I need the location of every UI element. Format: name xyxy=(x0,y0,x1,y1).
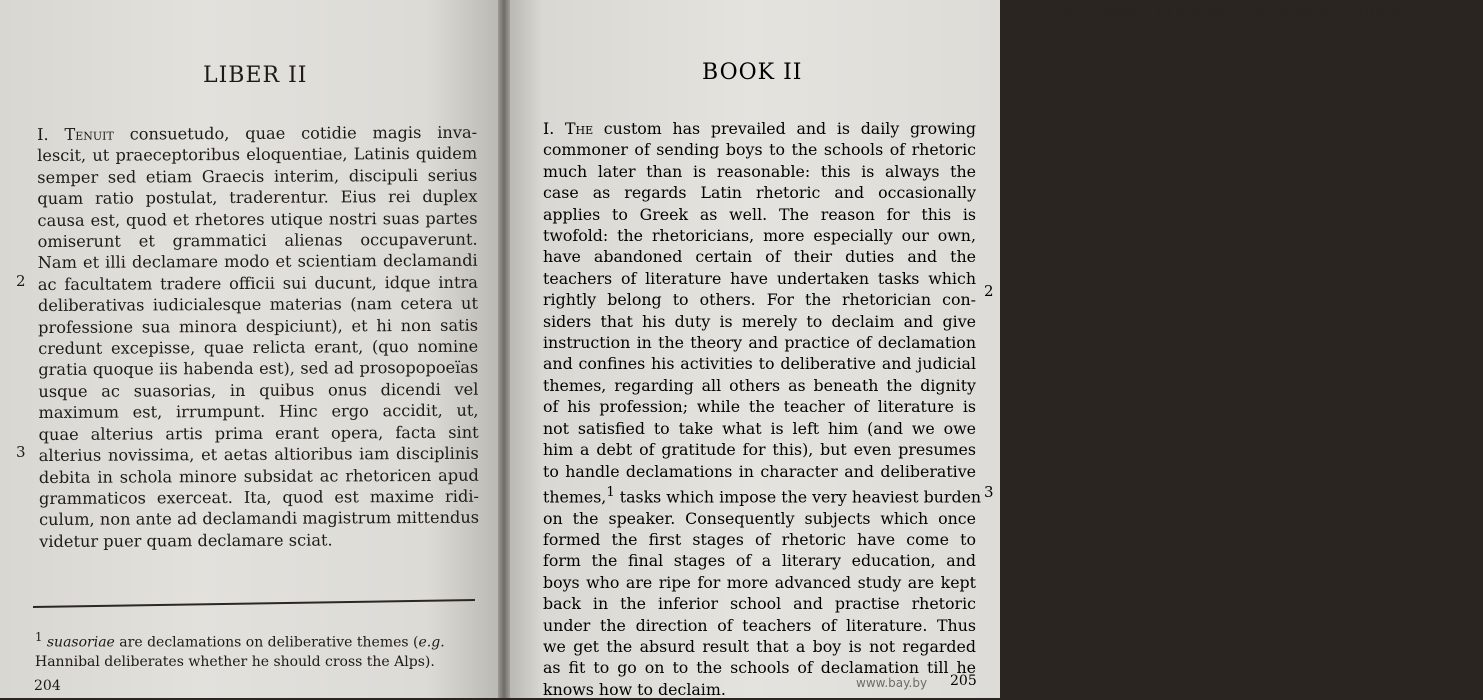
text-line: case as regards Latin rhetoric and occasionally xyxy=(543,183,976,203)
text-line: of his profession; while the teacher of literature is xyxy=(543,397,976,417)
text-line: to handle declamations in character and deliberative xyxy=(543,461,976,481)
text-line: grammaticos exerceat. Ita, quod est maxime ridi- xyxy=(38,486,480,508)
text-line: as fit to go on to the schools of declamation till he xyxy=(543,658,976,678)
text-line: videtur puer quam declamare sciat. xyxy=(39,530,333,551)
text-line: quae alterius artis prima erant opera, facta sint xyxy=(38,422,479,444)
footnote-rule xyxy=(33,599,475,608)
text-line: and confines his activities to deliberative and judicial xyxy=(543,354,976,374)
text-line: semper sed etiam Graecis interim, discipuli serius xyxy=(37,165,478,187)
text-line: causa est, quod et rhetores utique nostri suas partes xyxy=(37,208,478,230)
text-line: ac facultatem tradere officii sui ducunt, idque intra xyxy=(37,272,478,294)
text-line: usque ac suasorias, in quibus onus dicendi vel xyxy=(38,379,479,401)
text-line: commoner of sending boys to the schools of rhetoric xyxy=(543,140,976,160)
text-line: back in the inferior school and practise rhetoric xyxy=(543,594,976,614)
text-line: rightly belong to others. For the rhetorician con- xyxy=(543,290,976,310)
text-line: quam ratio postulat, traderentur. Eius rei duplex xyxy=(37,186,478,209)
right-page-title: BOOK II xyxy=(702,60,803,85)
watermark: www.bay.by xyxy=(856,676,928,690)
text-line: under the direction of teachers of literature. Thus xyxy=(543,615,976,635)
footnote xyxy=(35,628,480,672)
section-number-3: 3 xyxy=(16,443,26,461)
text-line: instruction in the theory and practice of declamation xyxy=(543,333,976,353)
text-line: form the final stages of a literary education, and xyxy=(543,551,976,571)
left-page xyxy=(0,0,503,698)
left-page-paragraph xyxy=(37,122,479,552)
right-page-paragraph xyxy=(543,118,982,700)
page-number-right: 205 xyxy=(950,673,977,689)
text-line: formed the first stages of rhetoric have come to xyxy=(543,529,976,549)
text-line: professione sua minora despiciunt), et hi non satis xyxy=(38,315,479,337)
book-gutter xyxy=(498,0,510,698)
text-line: I. The custom has prevailed and is daily growing xyxy=(543,119,976,138)
text-line: lescit, ut praeceptoribus eloquentiae, Latinis quidem xyxy=(37,144,478,166)
text-line: teachers of literature have undertaken tasks which xyxy=(543,268,976,288)
text-line: have abandoned certain of their duties and the xyxy=(543,247,976,267)
text-line: on the speaker. Consequently subjects which once xyxy=(543,508,976,528)
text-line: maximum est, irrumpunt. Hinc ergo accidit, ut, xyxy=(38,400,479,423)
text-line: much later than is reasonable: this is always the xyxy=(543,161,976,181)
text-line: not satisfied to take what is left him (and we owe xyxy=(543,418,976,438)
text-line: siders that his duty is merely to declaim and give xyxy=(543,311,976,331)
text-line: credunt excepisse, quae relicta erant, (quo nomine xyxy=(38,336,479,359)
bleed-through-text: dicaris ipsam in oficium consuetudinis illius xyxy=(1043,1,1399,20)
footnote-line: Hannibal deliberates whether he should cross the Alps). xyxy=(35,653,435,670)
text-line: debita in schola minore subsidat ac rhetoricen apud xyxy=(38,465,479,487)
text-line: we get the absurd result that a boy is not regarded xyxy=(543,637,976,657)
text-line: gratia quoque iis habenda est), sed ad prosopopoeïas xyxy=(38,358,479,380)
left-page-title: LIBER II xyxy=(203,63,308,88)
text-line: knows how to declaim. xyxy=(543,679,726,699)
text-line: themes, regarding all others as beneath the dignity xyxy=(543,375,976,395)
text-line: deliberativas iudicialesque materias (nam cetera ut xyxy=(37,293,478,316)
text-line: themes,$^1$ tasks which impose the very heaviest burden xyxy=(543,484,982,507)
footnote-line: $^1$ suasoriae are declamations on deliberative themes (e.g. xyxy=(35,630,445,651)
text-line: culum, non ante ad declamandi magistrum mittendus xyxy=(39,508,480,530)
section-number-3-right: 3 xyxy=(984,483,994,501)
text-line: applies to Greek as well. The reason for this is xyxy=(543,204,976,224)
section-number-2-right: 2 xyxy=(984,282,994,300)
section-number-2: 2 xyxy=(16,272,26,290)
text-line: him a debt of gratitude for this), but even presumes xyxy=(543,440,976,460)
text-line: I. Tenuit consuetudo, quae cotidie magis inva- xyxy=(37,122,478,144)
page-number-left: 204 xyxy=(34,678,61,694)
text-line: twofold: the rhetoricians, more especially our own, xyxy=(543,226,976,246)
text-line: Nam et illi declamare modo et scientiam declamandi xyxy=(37,251,478,273)
text-line: alterius novissima, et aetas altioribus iam disciplinis xyxy=(38,443,479,466)
text-line: omiserunt et grammatici alienas occupaverunt. xyxy=(37,229,478,252)
text-line: boys who are ripe for more advanced study are kept xyxy=(543,572,976,592)
